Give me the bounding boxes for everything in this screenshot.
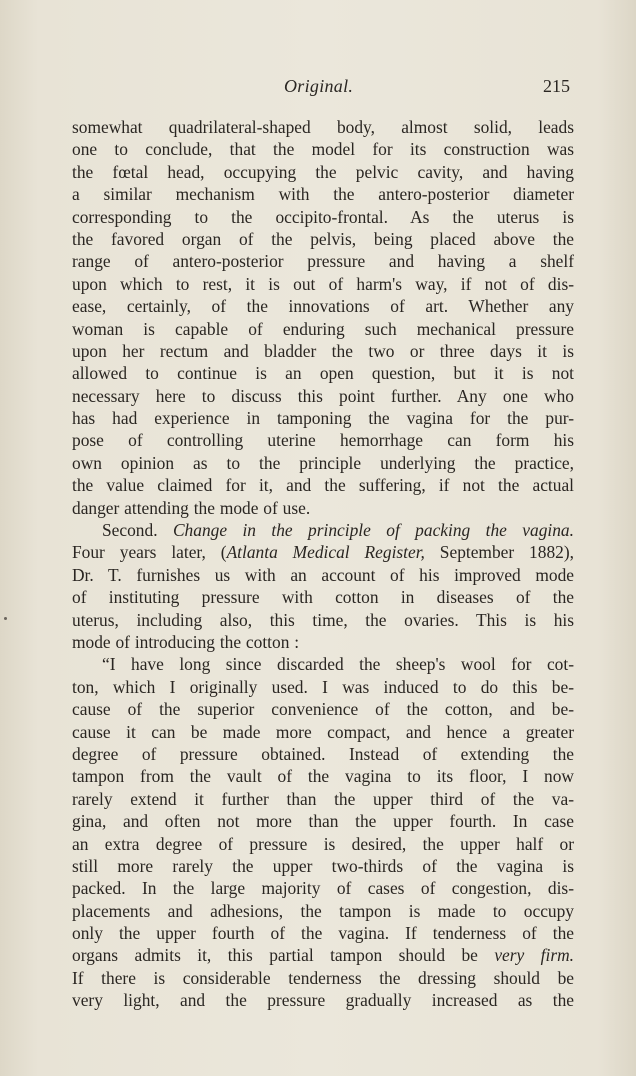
citation-after: September 1882), (424, 542, 574, 563)
text-line: an extra degree of pressure is desired, the upper half or (72, 833, 574, 854)
text-line: allowed to continue is an open question, but it is not (72, 363, 574, 384)
text-line: rarely extend it further than the upper third of the va- (72, 788, 574, 809)
text-line: pose of controlling uterine hemorrhage can form his (72, 430, 574, 451)
running-title: Original. (284, 76, 354, 96)
text-line: gina, and often not more than the upper fourth. In case (72, 811, 574, 832)
text-line: range of antero-posterior pressure and having a shelf (72, 251, 574, 272)
firm-before: organs admits it, this partial tampon should be (72, 945, 495, 966)
text-line: still more rarely the upper two-thirds of the vagina is (72, 855, 574, 876)
section-heading: Change in the principle of packing the vagina. (172, 520, 574, 541)
text-line: packed. In the large majority of cases of congestion, dis- (72, 878, 574, 899)
text-line: cause it can be made more compact, and hence a greater (72, 721, 574, 742)
section-lead: Second. (102, 520, 173, 541)
paragraph-continuation (72, 116, 574, 519)
text-line: upon her rectum and bladder the two or three days it is (72, 340, 574, 361)
text-line: ease, certainly, of the innovations of art. Whether any (72, 296, 574, 317)
text-line: very light, and the pressure gradually increased as the (72, 990, 574, 1011)
journal-title: Atlanta Medical Register, (226, 542, 425, 563)
text-line: tampon from the vault of the vagina to its floor, I now (72, 766, 574, 787)
text-line: woman is capable of enduring such mechanical pressure (72, 318, 574, 339)
text-line: a similar mechanism with the antero-posterior diameter (72, 184, 574, 205)
margin-speck (4, 617, 7, 620)
text-line: own opinion as to the principle underlying the practice, (72, 452, 574, 473)
text-line: mode of introducing the cotton : (72, 631, 300, 652)
text-line: the fœtal head, occupying the pelvic cavity, and having (72, 161, 574, 182)
section-heading-line (72, 519, 574, 541)
text-line: danger attending the mode of use. (72, 497, 311, 518)
text-line: of instituting pressure with cotton in diseases of the (72, 587, 574, 608)
page-number: 215 (543, 76, 570, 96)
text-line: only the upper fourth of the vagina. If tenderness of the (72, 923, 574, 944)
text-line: uterus, including also, this time, the ovaries. This is his (72, 609, 574, 630)
quotation-block (72, 676, 574, 945)
text-line: placements and adhesions, the tampon is made to occupy (72, 900, 574, 921)
text-line: has had experience in tamponing the vagina for the pur- (72, 408, 574, 429)
text-line: If there is considerable tenderness the dressing should be (72, 967, 574, 988)
text-line: the value claimed for it, and the suffering, if not the actual (72, 475, 574, 496)
final-lines (72, 967, 574, 1012)
text-line: cause of the superior convenience of the cotton, and be- (72, 699, 574, 720)
page-header (0, 76, 636, 102)
paragraph-second (72, 564, 574, 654)
citation-line (72, 541, 574, 563)
citation-before: Four years later, ( (72, 542, 227, 563)
text-line: one to conclude, that the model for its construction was (72, 139, 574, 160)
text-line: ton, which I originally used. I was induced to do this be- (72, 676, 574, 697)
firm-line (72, 944, 574, 966)
text-line: upon which to rest, it is out of harm's way, if not of dis- (72, 273, 574, 294)
text-line: the favored organ of the pelvis, being placed above the (72, 228, 574, 249)
text-line: necessary here to discuss this point further. Any one who (72, 385, 574, 406)
text-line: Dr. T. furnishes us with an account of his improved mode (72, 564, 574, 585)
page-body (72, 116, 574, 1012)
quote-first-line: “I have long since discarded the sheep's wool for cot- (102, 654, 574, 675)
text-line: degree of pressure obtained. Instead of extending the (72, 743, 574, 764)
text-line: corresponding to the occipito-frontal. As the uterus is (72, 206, 574, 227)
firm-emphasis: very firm. (494, 945, 574, 966)
text-line: somewhat quadrilateral-shaped body, almost solid, leads (72, 117, 574, 137)
